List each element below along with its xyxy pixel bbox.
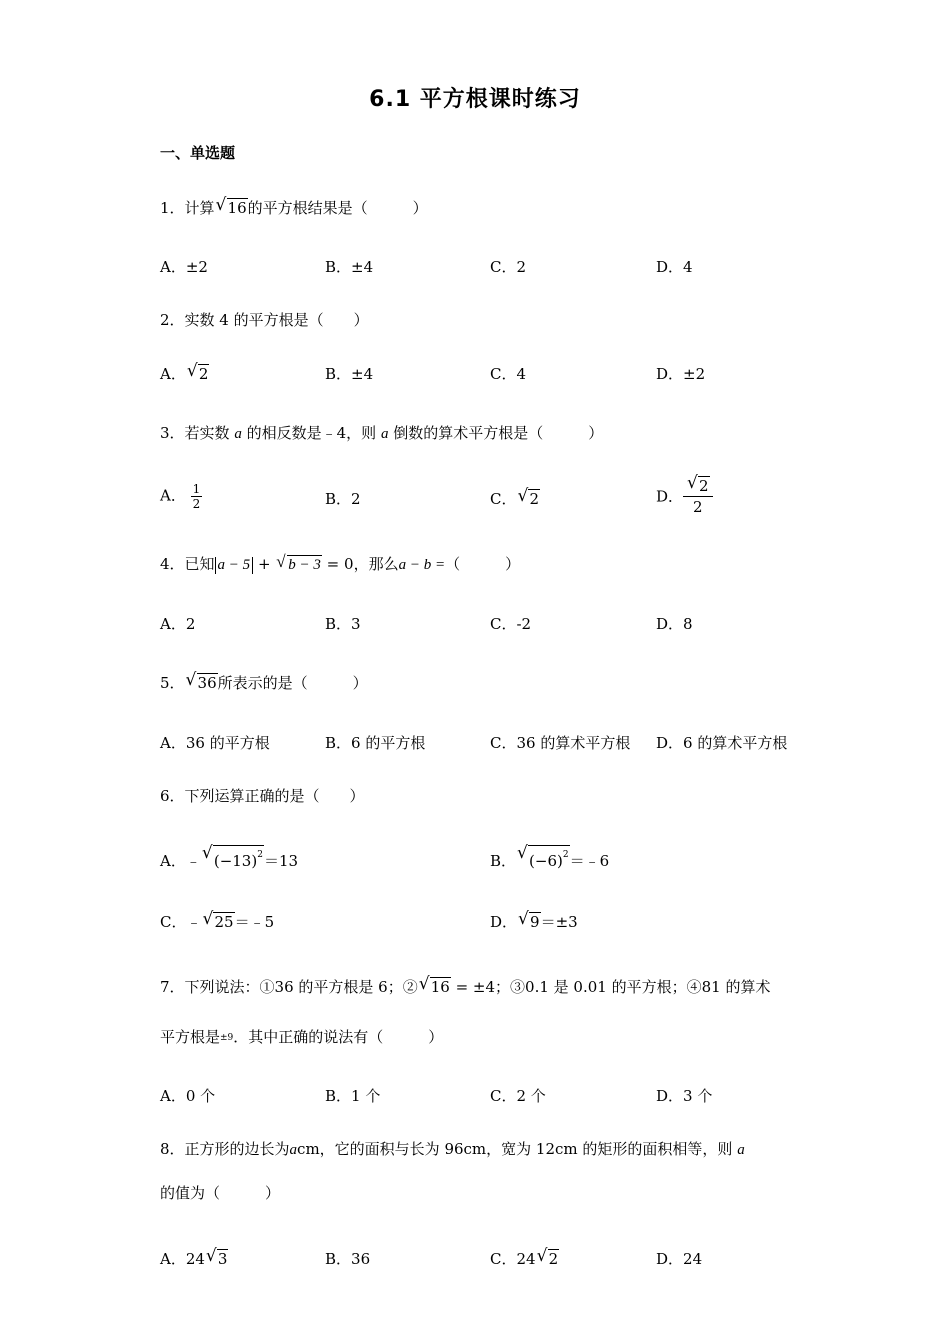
question-2: 2．实数 4 的平方根是（ ）	[160, 311, 369, 329]
q7-option-a[interactable]: A．0 个	[160, 1087, 216, 1105]
q7-option-b[interactable]: B．1 个	[325, 1087, 381, 1105]
q8-option-c[interactable]: C．24 √ 2	[490, 1246, 559, 1268]
q1-prefix: 1．计算	[160, 199, 215, 217]
q8-option-d[interactable]: D．24	[656, 1250, 703, 1268]
section-heading: 一、单选题	[160, 144, 236, 162]
q1-option-c[interactable]: C．2	[490, 258, 527, 276]
question-8-line-1: 8．正方形的边长为acm，它的面积与长为 96cm，宽为 12cm 的矩形的面积相等，则 a	[160, 1140, 745, 1158]
q1-option-a[interactable]: A．±2	[160, 258, 208, 276]
question-5: 5． √ 36所表示的是（ ）	[160, 670, 368, 692]
q3-option-a[interactable]: A． $\frac{1}{2}$	[160, 482, 201, 511]
q4-option-c[interactable]: C．-2	[490, 615, 532, 633]
q8-option-b[interactable]: B．36	[325, 1250, 371, 1268]
q5-option-c[interactable]: C．36 的算术平方根	[490, 734, 631, 752]
q5-option-a[interactable]: A．36 的平方根	[160, 734, 270, 752]
question-7-line-1: 7．下列说法：①36 的平方根是 6；② √ 16 = ±4；③0.1 是 0.01 的平方根；④81 的算术	[160, 974, 771, 996]
q5-option-b[interactable]: B．6 的平方根	[325, 734, 426, 752]
q6-option-b[interactable]: B． √ $(-6)^2=﹣6$	[490, 843, 610, 870]
q4-option-b[interactable]: B．3	[325, 615, 361, 633]
q2-option-c[interactable]: C．4	[490, 365, 527, 383]
question-8-line-2: 的值为（ ）	[160, 1184, 281, 1202]
q6-option-c[interactable]: C．﹣ √ 25＝﹣5	[160, 909, 275, 931]
q6-option-a[interactable]: A．﹣ √ $(-13)^2=13$	[160, 843, 299, 870]
q7-option-c[interactable]: C．2 个	[490, 1087, 546, 1105]
q3-option-c[interactable]: C． √ 2	[490, 486, 540, 508]
q3-option-b[interactable]: B．2	[325, 490, 361, 508]
q2-option-b[interactable]: B．±4	[325, 365, 374, 383]
question-6: 6．下列运算正确的是（ ）	[160, 787, 365, 805]
q1-suffix: 的平方根结果是（ ）	[247, 199, 428, 217]
q7-option-d[interactable]: D．3 个	[656, 1087, 713, 1105]
q2-option-a[interactable]: A． √ 2	[160, 361, 209, 383]
question-7-line-2: 平方根是±9．其中正确的说法有（ ）	[160, 1028, 444, 1046]
q8-option-a[interactable]: A．24 √ 3	[160, 1246, 228, 1268]
q1-option-b[interactable]: B．±4	[325, 258, 374, 276]
q6-option-d[interactable]: D． √ 9＝±3	[490, 909, 578, 931]
q3-option-d[interactable]: D． √ 2 2	[656, 476, 713, 517]
q4-option-d[interactable]: D．8	[656, 615, 693, 633]
question-1	[160, 197, 428, 219]
page-title: 6.1 平方根课时练习	[369, 87, 581, 112]
q1-sqrt: √ 16	[215, 195, 247, 217]
question-4: 4．已知 a − 5 + √ b − 3 = 0，那么a − b =（ ）	[160, 552, 521, 573]
q1-option-d[interactable]: D．4	[656, 258, 693, 276]
question-3: 3．若实数 a 的相反数是﹣4，则 a 倒数的算术平方根是（ ）	[160, 424, 604, 442]
q2-option-d[interactable]: D．±2	[656, 365, 706, 383]
q5-option-d[interactable]: D．6 的算术平方根	[656, 734, 788, 752]
q4-option-a[interactable]: A．2	[160, 615, 196, 633]
